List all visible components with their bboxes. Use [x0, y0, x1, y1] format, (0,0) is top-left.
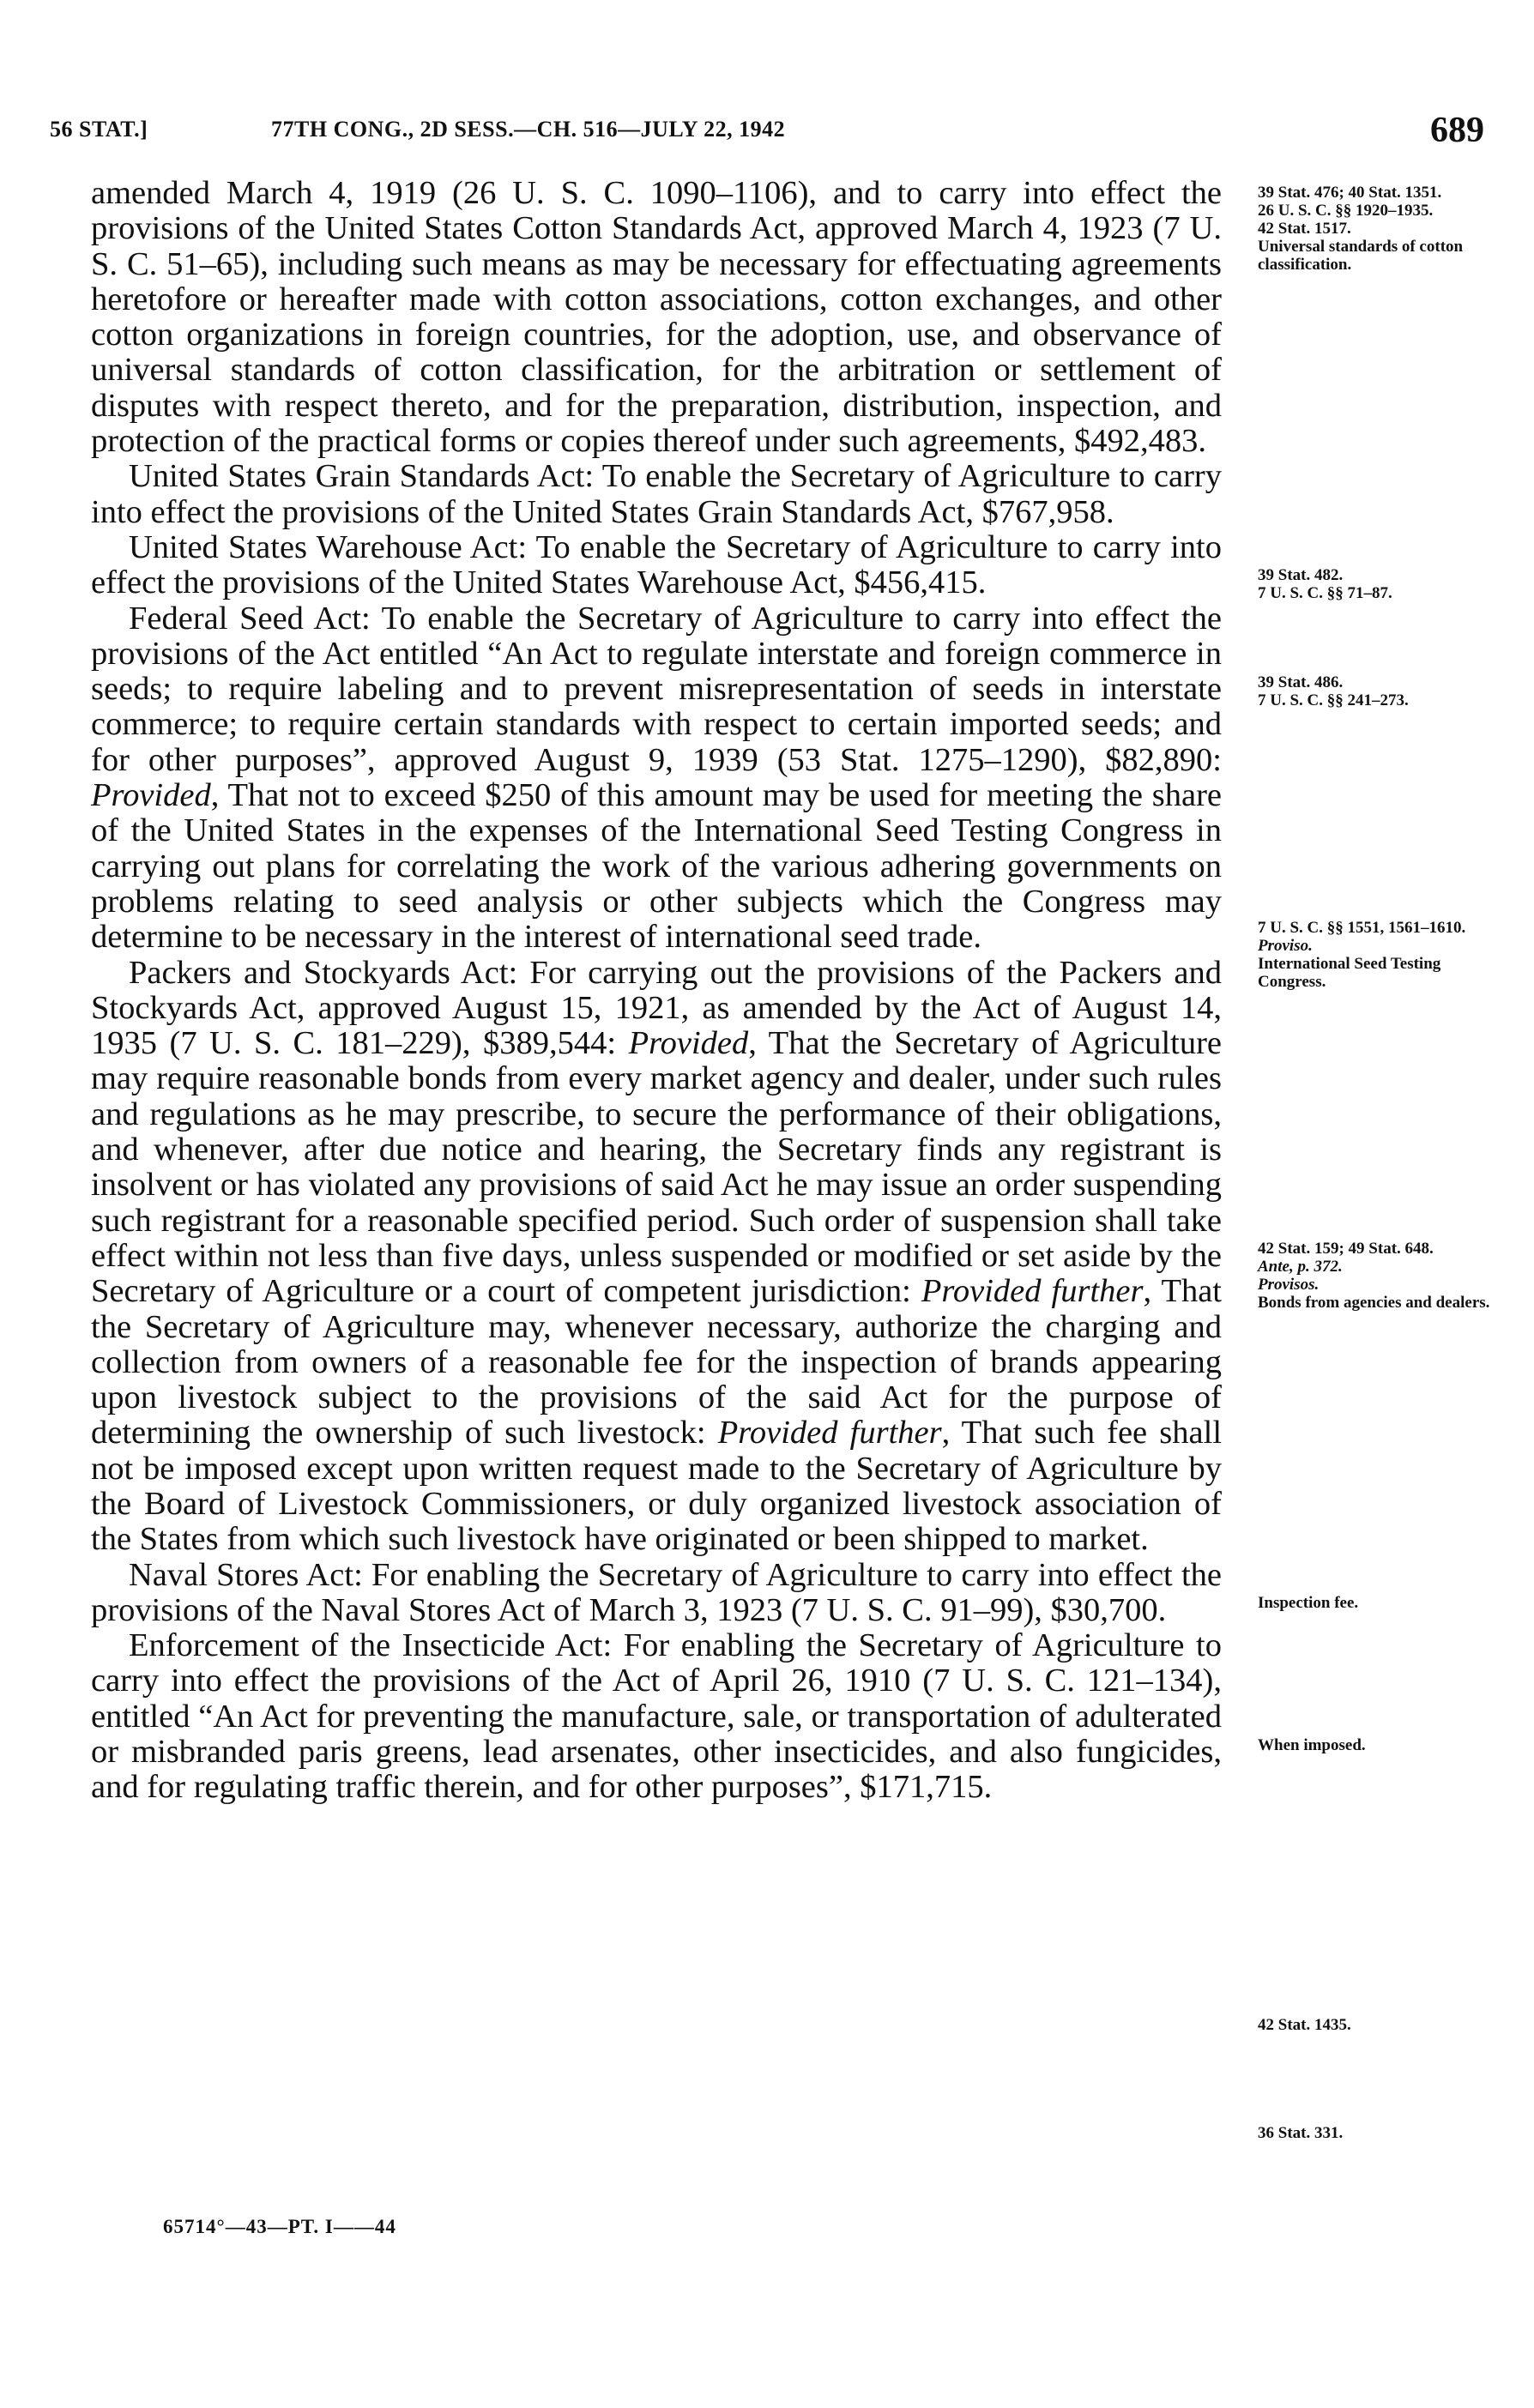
text-run: Packers and Stockyards Act: For carrying out the provisions of the Packers and Stockyards Act, approved August 15, 1921, as amended by the Act of August 14, 1935 (7 U. S. C. 181–229), $389,544: — [91, 954, 1222, 1062]
margin-citation: 7 U. S. C. §§ 71–87. — [1258, 584, 1392, 602]
margin-note-grain — [1258, 566, 1507, 602]
statute-text — [91, 176, 1222, 1806]
text-run: amended March 4, 1919 (26 U. S. C. 1090–1106), and to carry into effect the provisions of the United States Cotton Standards Act, approved March 4, 1923 (7 U. S. C. 51–65), including such means as may be necessary for effectuating agreements heretofore or hereafter made with cotton associations, cotton exchanges, and other cotton organizations in foreign countries, for the adoption, use, and observance of universal standards of cotton classification, for the arbitration or settlement of disputes with respect thereto, and for the preparation, distribution, inspection, and protection of the practical forms or copies thereof under such agreements, $492,483. — [91, 175, 1222, 460]
margin-note-insecticide — [1258, 2124, 1507, 2142]
margin-citation: Inspection fee. — [1258, 1594, 1359, 1612]
paragraph-insecticide-act — [91, 1628, 1222, 1805]
proviso-italic: Provided further — [717, 1415, 942, 1451]
proviso-italic: Provided further — [921, 1273, 1144, 1310]
congress-session-chapter: 77TH CONG., 2D SESS.—CH. 516—JULY 22, 1942 — [271, 117, 786, 142]
running-header — [50, 110, 1484, 148]
paragraph-grain-standards — [91, 459, 1222, 530]
margin-citation: International Seed Testing Congress. — [1258, 955, 1441, 991]
margin-citation: 7 U. S. C. §§ 1551, 1561–1610. — [1258, 919, 1466, 937]
margin-citation: Bonds from agencies and dealers. — [1258, 1294, 1490, 1312]
margin-citation: 42 Stat. 1435. — [1258, 2016, 1351, 2034]
margin-note-naval-stores — [1258, 2016, 1507, 2034]
paragraph-federal-seed-act — [91, 601, 1222, 956]
margin-note-when-imposed — [1258, 1736, 1507, 1754]
margin-citation: When imposed. — [1258, 1736, 1366, 1754]
text-run: , That the Secretary of Agriculture may, whenever necessary, authorize the charging and collection from owners of a reasonable fee for the inspection of brands appearing upon livestock subject to the provisions of the said Act for the purpose of determining the ownership of such livestock: — [91, 1273, 1222, 1451]
margin-citation: 26 U. S. C. §§ 1920–1935. — [1258, 202, 1434, 220]
margin-citation: Provisos. — [1258, 1276, 1320, 1294]
margin-citation: 36 Stat. 331. — [1258, 2124, 1344, 2142]
paragraph-naval-stores — [91, 1558, 1222, 1629]
text-run: United States Grain Standards Act: To enable the Secretary of Agriculture to carry into effect the provisions of the United States Grain Standards Act, $767,958. — [91, 458, 1222, 530]
text-run: , That not to exceed $250 of this amount may be used for meeting the share of the United States in the expenses of the International Seed Testing Congress in carrying out plans for correlating the work of the various adhering governments on problems relating to seed analysis or other subjects which the Congress may determine to be necessary in the interest of international seed trade. — [91, 777, 1222, 956]
margin-citation: 42 Stat. 159; 49 Stat. 648. — [1258, 1240, 1434, 1258]
text-run: Federal Seed Act: To enable the Secretary of Agriculture to carry into effect the provisions of the Act entitled “An Act to regulate interstate and foreign commerce in seeds; to require labeling and to prevent misrepresentation of seeds in interstate commerce; to require certain standards with respect to certain imported seeds; and for other purposes”, approved August 9, 1939 (53 Stat. 1275–1290), $82,890: — [91, 600, 1222, 778]
margin-citation: 39 Stat. 486. — [1258, 673, 1344, 691]
volume-reference: 56 STAT.] — [50, 117, 148, 142]
margin-citation: 39 Stat. 482. — [1258, 566, 1344, 584]
text-run: United States Warehouse Act: To enable the Secretary of Agriculture to carry into effect the provisions of the United States Warehouse Act, $456,415. — [91, 528, 1222, 601]
paragraph-cotton-standards — [91, 176, 1222, 459]
margin-note-seed — [1258, 919, 1507, 991]
text-run: , That such fee shall not be imposed except upon written request made to the Secretary of Agriculture by the Board of Livestock Commissioners, or duly organized livestock association of the States from which such livestock have originated or been shipped to market. — [91, 1415, 1223, 1558]
margin-citation: Universal standards of cotton classification. — [1258, 238, 1464, 274]
margin-note-packers — [1258, 1240, 1507, 1312]
paragraph-warehouse-act — [91, 530, 1222, 601]
text-run: Naval Stores Act: For enabling the Secretary of Agriculture to carry into effect the provisions of the Naval Stores Act of March 3, 1923 (7 U. S. C. 91–99), $30,700. — [91, 1556, 1222, 1628]
print-signature: 65714°—43—PT. I——44 — [163, 2216, 396, 2237]
margin-citation: 7 U. S. C. §§ 241–273. — [1258, 691, 1409, 709]
margin-citation: Ante, p. 372. — [1258, 1258, 1343, 1276]
margin-citation: Proviso. — [1258, 937, 1313, 955]
proviso-italic: Provided — [91, 777, 211, 814]
proviso-italic: Provided — [628, 1025, 749, 1062]
margin-note-cotton — [1258, 184, 1507, 274]
text-run: Enforcement of the Insecticide Act: For enabling the Secretary of Agriculture to carry into effect the provisions of the Act of April 26, 1910 (7 U. S. C. 121–134), entitled “An Act for preventing the manufacture, sale, or transportation of adulterated or misbranded paris greens, lead arsenates, other insecticides, and also fungicides, and for regulating traffic therein, and for other purposes”, $171,715. — [91, 1627, 1222, 1806]
margin-citation: 39 Stat. 476; 40 Stat. 1351. — [1258, 184, 1442, 202]
page-number: 689 — [1430, 111, 1484, 150]
text-run: , That the Secretary of Agriculture may require reasonable bonds from every market agency and dealer, under such rules and regulations as he may prescribe, to secure the performance of their obligations, and whenever, after due notice and hearing, the Secretary finds any registrant is insolvent or has violated any provisions of said Act he may issue an order suspending such registrant for a reasonable specified period. Such order of suspension shall take effect within not less than five days, unless suspended or modified or set aside by the Secretary of Agriculture or a court of competent jurisdiction: — [91, 1025, 1223, 1310]
paragraph-packers-stockyards — [91, 956, 1222, 1558]
margin-note-inspection-fee — [1258, 1594, 1507, 1612]
margin-citation: 42 Stat. 1517. — [1258, 220, 1351, 238]
margin-note-warehouse — [1258, 673, 1507, 709]
